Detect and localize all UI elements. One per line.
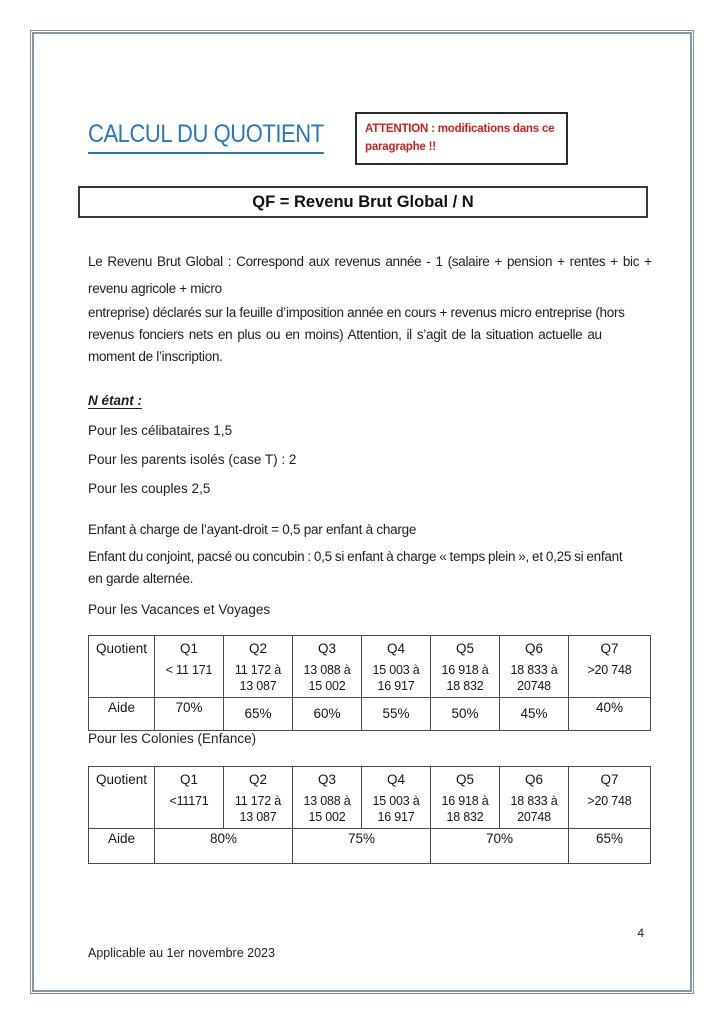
n-section-item: Pour les célibataires 1,5 <box>88 423 233 438</box>
intro-paragraph <box>88 251 652 368</box>
quotient-range: >20 748 <box>587 663 632 677</box>
intro-line: revenus fonciers nets en plus ou en moins) Attention, il s’agit de la situation actuelle au <box>88 327 602 342</box>
page-number: 4 <box>637 926 644 940</box>
quotient-name: Q7 <box>600 641 619 656</box>
quotient-range: 13 088 à <box>303 663 351 677</box>
colonies-col-q2 <box>224 767 293 829</box>
quotient-name: Q2 <box>248 772 267 787</box>
aide-value-cell: 45% <box>500 698 569 731</box>
n-definition-section <box>88 392 652 509</box>
quotient-range: 15 003 à <box>372 794 420 808</box>
quotient-range: 18 832 <box>446 810 484 824</box>
children-rule-line: Enfant à charge de l’ayant-droit = 0,5 par enfant à charge <box>88 522 417 537</box>
quotient-range: >20 748 <box>587 794 632 808</box>
colonies-col-q4 <box>362 767 431 829</box>
intro-line: moment de l’inscription. <box>88 349 223 364</box>
intro-line: Le Revenu Brut Global : Correspond aux revenus année - 1 (salaire + pension + rentes + bic + <box>88 254 652 269</box>
aide-value-cell-q7: 65% <box>569 829 651 864</box>
colonies-aide-row <box>89 829 651 864</box>
quotient-range: 11 172 à <box>234 663 282 677</box>
aide-label-cell: Aide <box>89 698 155 731</box>
children-rules-paragraph <box>88 519 652 590</box>
vacances-table <box>88 635 651 731</box>
quotient-range: 13 088 à <box>303 794 351 808</box>
aide-label-cell: Aide <box>89 829 155 864</box>
quotient-name: Q4 <box>386 641 405 656</box>
footer-note: Applicable au 1er novembre 2023 <box>88 946 275 960</box>
quotient-range: 15 003 à <box>372 663 420 677</box>
colonies-col-q3 <box>293 767 362 829</box>
quotient-name: Q2 <box>248 641 267 656</box>
colonies-col-q7 <box>569 767 651 829</box>
quotient-range: 18 833 à <box>510 794 558 808</box>
quotient-range: 11 172 à <box>234 794 282 808</box>
colonies-corner-cell: Quotient <box>89 767 155 829</box>
quotient-range: 16 917 <box>377 679 415 693</box>
aide-value-cell: 60% <box>293 698 362 731</box>
quotient-name: Q7 <box>600 772 619 787</box>
page-title: CALCUL DU QUOTIENT <box>88 120 324 154</box>
quotient-range: 13 087 <box>239 679 277 693</box>
vacances-header-row <box>89 636 651 698</box>
aide-value-cell-q5-q6: 70% <box>431 829 569 864</box>
vacances-aide-row <box>89 698 651 731</box>
vacances-col-q3 <box>293 636 362 698</box>
n-section-item: Pour les parents isolés (case T) : 2 <box>88 452 297 467</box>
aide-value-cell: 65% <box>224 698 293 731</box>
vacances-corner-cell: Quotient <box>89 636 155 698</box>
attention-note-line: paragraphe !! <box>365 141 436 153</box>
quotient-name: Q1 <box>179 772 198 787</box>
formula-text: QF = Revenu Brut Global / N <box>252 192 474 211</box>
aide-value-cell: 50% <box>431 698 500 731</box>
vacances-table-caption: Pour les Vacances et Voyages <box>88 602 271 617</box>
quotient-range: 15 002 <box>308 810 346 824</box>
vacances-col-q7 <box>569 636 651 698</box>
colonies-header-row <box>89 767 651 829</box>
n-section-item: Pour les couples 2,5 <box>88 481 211 496</box>
quotient-range: 20748 <box>517 679 551 693</box>
aide-value-cell: 40% <box>569 698 651 731</box>
vacances-col-q5 <box>431 636 500 698</box>
quotient-range: 15 002 <box>308 679 346 693</box>
intro-line: revenu agricole + micro <box>88 281 222 296</box>
quotient-name: Q5 <box>455 772 474 787</box>
colonies-col-q1 <box>155 767 224 829</box>
quotient-range: 16 918 à <box>441 663 489 677</box>
quotient-range: <11171 <box>169 794 209 808</box>
quotient-range: 13 087 <box>239 810 277 824</box>
quotient-range: 18 833 à <box>510 663 558 677</box>
colonies-col-q5 <box>431 767 500 829</box>
aide-value-cell-q1-q2: 80% <box>155 829 293 864</box>
quotient-range: 20748 <box>517 810 551 824</box>
intro-line: entreprise) déclarés sur la feuille d’imposition année en cours + revenus micro entreprise (hors <box>88 305 625 320</box>
quotient-range: 18 832 <box>446 679 484 693</box>
vacances-col-q2 <box>224 636 293 698</box>
quotient-range: 16 918 à <box>441 794 489 808</box>
quotient-range: 16 917 <box>377 810 415 824</box>
quotient-range: < 11 171 <box>165 663 213 677</box>
children-rule-line: Enfant du conjoint, pacsé ou concubin : 0,5 si enfant à charge « temps plein », et 0,25 si enfant <box>88 549 623 564</box>
quotient-name: Q3 <box>317 641 336 656</box>
vacances-col-q4 <box>362 636 431 698</box>
colonies-table <box>88 766 651 864</box>
quotient-name: Q1 <box>179 641 198 656</box>
formula-box <box>78 186 648 218</box>
colonies-table-caption: Pour les Colonies (Enfance) <box>88 731 257 746</box>
quotient-name: Q6 <box>524 641 543 656</box>
aide-value-cell: 55% <box>362 698 431 731</box>
n-section-heading: N étant : <box>88 393 142 408</box>
quotient-name: Q3 <box>317 772 336 787</box>
quotient-name: Q6 <box>524 772 543 787</box>
aide-value-cell: 70% <box>155 698 224 731</box>
children-rule-line: en garde alternée. <box>88 571 194 586</box>
attention-note-box <box>355 112 568 165</box>
quotient-name: Q5 <box>455 641 474 656</box>
colonies-col-q6 <box>500 767 569 829</box>
aide-value-cell-q3-q4: 75% <box>293 829 431 864</box>
quotient-name: Q4 <box>386 772 405 787</box>
vacances-col-q1 <box>155 636 224 698</box>
attention-note-line: ATTENTION : modifications dans ce <box>365 123 555 135</box>
vacances-col-q6 <box>500 636 569 698</box>
